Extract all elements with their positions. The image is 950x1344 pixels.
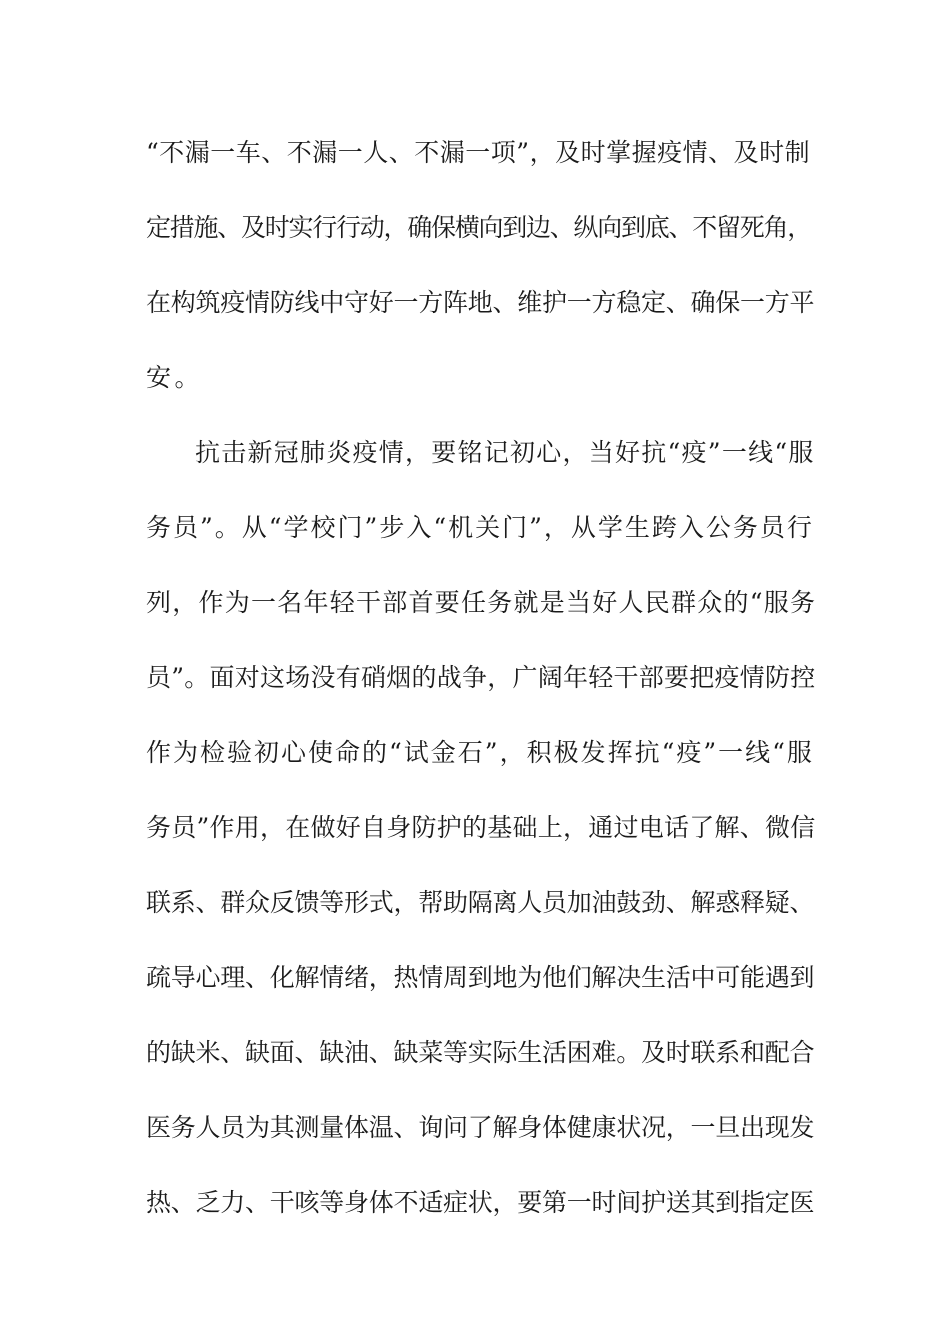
text-line: “不漏一车、不漏一人、不漏一项”，及时掌握疫情、及时制 <box>146 138 811 167</box>
text-line: 务员”作用，在做好自身防护的基础上，通过电话了解、微信 <box>146 813 816 842</box>
text-line: 热、乏力、干咳等身体不适症状，要第一时间护送其到指定医 <box>146 1188 815 1217</box>
text-line: 务员”。从“学校门”步入“机关门”，从学生跨入公务员行 <box>146 513 814 542</box>
text-line: 医务人员为其测量体温、询问了解身体健康状况，一旦出现发 <box>146 1113 815 1142</box>
text-line: 的缺米、缺面、缺油、缺菜等实际生活困难。及时联系和配合 <box>146 1038 815 1067</box>
text-line: 作为检验初心使命的“试金石”，积极发挥抗“疫”一线“服 <box>146 738 814 767</box>
text-line: 列，作为一名年轻干部首要任务就是当好人民群众的“服务 <box>146 588 817 617</box>
text-line: 联系、群众反馈等形式，帮助隔离人员加油鼓劲、解惑释疑、 <box>146 888 815 917</box>
paragraph-first-line: 抗击新冠肺炎疫情，要铭记初心，当好抗“疫”一线“服 <box>195 438 815 467</box>
text-line: 安。 <box>146 363 204 392</box>
text-line: 定措施、及时实行行动，确保横向到边、纵向到底、不留死角， <box>146 213 812 242</box>
text-line: 在构筑疫情防线中守好一方阵地、维护一方稳定、确保一方平 <box>146 288 815 317</box>
text-line: 疏导心理、化解情绪，热情周到地为他们解决生活中可能遇到 <box>146 963 815 992</box>
text-line: 员”。面对这场没有硝烟的战争，广阔年轻干部要把疫情防控 <box>146 663 816 692</box>
